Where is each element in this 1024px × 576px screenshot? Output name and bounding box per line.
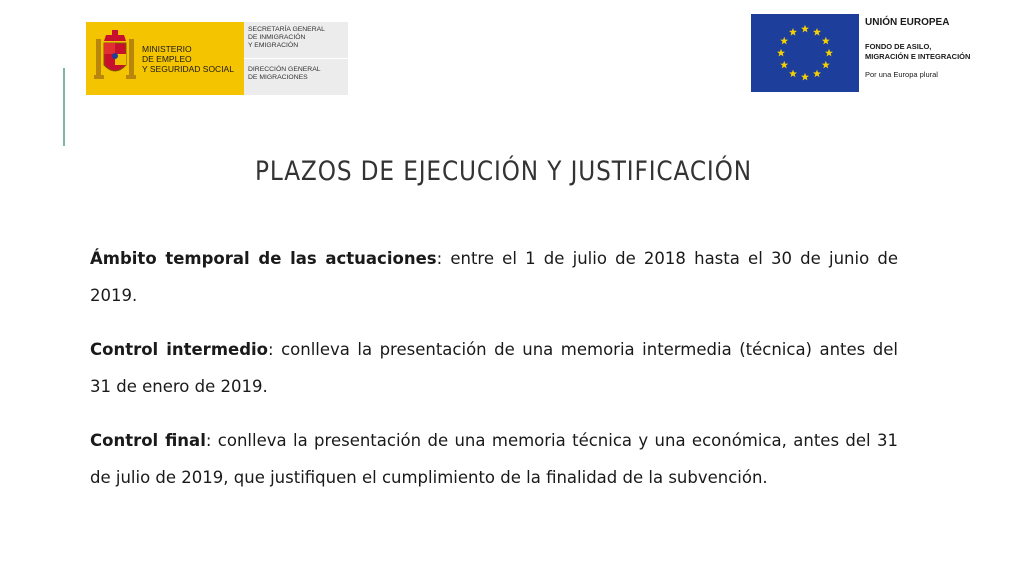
eu-flag-icon <box>751 14 859 92</box>
ministry-name: MINISTERIO DE EMPLEO Y SEGURIDAD SOCIAL <box>142 43 234 74</box>
eu-title: UNIÓN EUROPEA <box>865 17 950 28</box>
ministry-logo-yellow <box>86 22 244 95</box>
paragraph-final-control <box>90 422 898 496</box>
ministry-logo <box>86 22 348 95</box>
paragraph-text: : entre el 1 de julio de 2018 hasta el 30 de junio de 2019. <box>90 249 898 305</box>
body-content <box>90 240 898 513</box>
paragraph-text: : conlleva la presentación de una memoria intermedia (técnica) antes del 31 de enero de 2019. <box>90 340 898 396</box>
paragraph-temporal-scope <box>90 240 898 314</box>
eu-logo-text <box>865 14 970 92</box>
eu-fund-name: FONDO DE ASILO, MIGRACIÓN E INTEGRACIÓN <box>865 42 971 61</box>
accent-line <box>63 68 65 146</box>
coat-of-arms-icon <box>92 29 138 89</box>
paragraph-text: : conlleva la presentación de una memoria técnica y una económica, antes del 31 de julio de 2019, que justifiquen el cumplimiento de la finalidad de la subvención. <box>90 431 899 487</box>
paragraph-label: Control intermedio <box>90 340 269 359</box>
secretariat-name: SECRETARÍA GENERAL DE INMIGRACIÓN Y EMIGRACIÓN <box>248 26 325 49</box>
ministry-logo-grey <box>244 22 348 95</box>
eu-motto: Por una Europa plural <box>865 70 938 79</box>
page-title: PLAZOS DE EJECUCIÓN Y JUSTIFICACIÓN <box>255 156 752 187</box>
paragraph-label: Ámbito temporal de las actuaciones <box>90 249 437 268</box>
paragraph-label: Control final <box>90 431 206 450</box>
directorate-name: DIRECCIÓN GENERAL DE MIGRACIONES <box>248 66 321 81</box>
eu-logo <box>751 14 991 92</box>
logo-divider <box>244 58 348 59</box>
paragraph-intermediate-control <box>90 331 898 405</box>
